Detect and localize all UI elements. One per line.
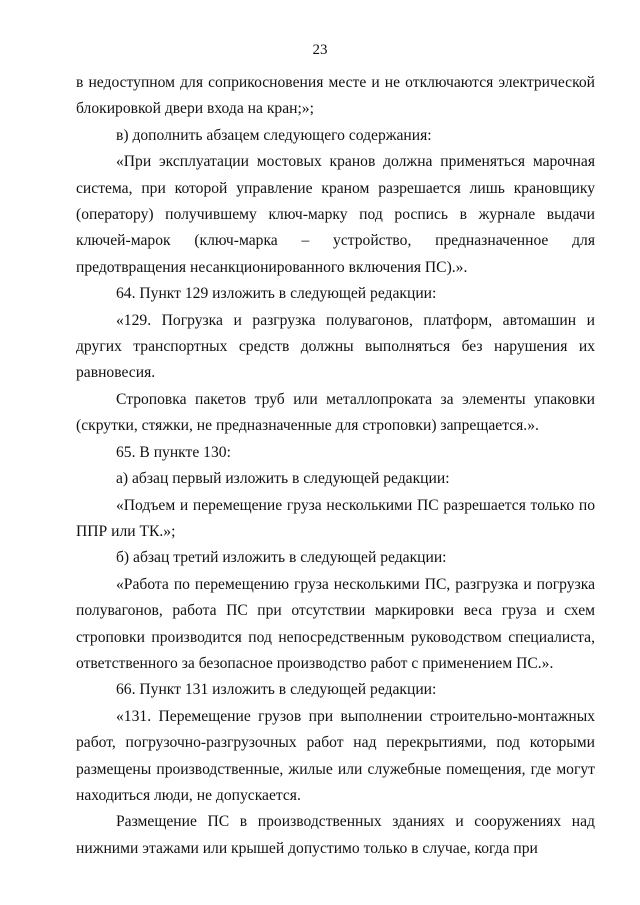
paragraph-quote-131: «131. Перемещение грузов при выполнении строительно-монтажных работ, погрузочно-разгрузочных работ над перекрытиями, под которыми размещены производственные, жилые или служебные помещения, где могут находиться люди, не допускается. (76, 707, 595, 804)
paragraph-quote-moving-load: «Работа по перемещению груза несколькими ПС, разгрузка и погрузка полувагонов, работа ПС при отсутствии маркировки веса груза и схем строповки производится под непосредственным руководством специалиста, ответственного за безопасное производство работ с применением ПС.». (76, 575, 595, 672)
document-body (76, 70, 595, 862)
paragraph-item-65: 65. В пункте 130: (116, 443, 231, 461)
paragraph-item-66: 66. Пункт 131 изложить в следующей редакции: (116, 681, 437, 699)
paragraph-placement: Размещение ПС в производственных зданиях и сооружениях над нижними этажами или крышей допустимо только в случае, когда при (76, 813, 595, 857)
paragraph-slinging-pipes: Строповка пакетов труб или металлопроката за элементы упаковки (скрутки, стяжки, не предназначенные для строповки) запрещается.». (76, 390, 595, 435)
paragraph-quote-marking-system: «При эксплуатации мостовых кранов должна применяться марочная система, при которой управление краном разрешается лишь крановщику (оператору) получившему ключ-марку под роспись в журнале выдачи ключей-марок (ключ-марка – устройство, предназначенное для предотвращения несанкционированного включения ПС).». (76, 153, 595, 276)
paragraph-quote-lifting: «Подъем и перемещение груза несколькими ПС разрешается только по ППР или ТК.»; (76, 496, 595, 540)
paragraph-continuation: в недоступном для соприкосновения месте и не отключаются электрической блокировкой двери входа на кран;»; (76, 74, 595, 118)
paragraph-subitem-a: а) абзац первый изложить в следующей редакции: (116, 470, 450, 488)
paragraph-quote-129: «129. Погрузка и разгрузка полувагонов, платформ, автомашин и других транспортных средств должны выполняться без нарушения их равновесия. (76, 311, 595, 382)
paragraph-subitem-b: б) абзац третий изложить в следующей редакции: (116, 549, 447, 567)
paragraph-item-64: 64. Пункт 129 изложить в следующей редакции: (116, 285, 437, 303)
paragraph-subitem-v: в) дополнить абзацем следующего содержания: (116, 126, 432, 144)
page-number: 23 (312, 42, 328, 58)
